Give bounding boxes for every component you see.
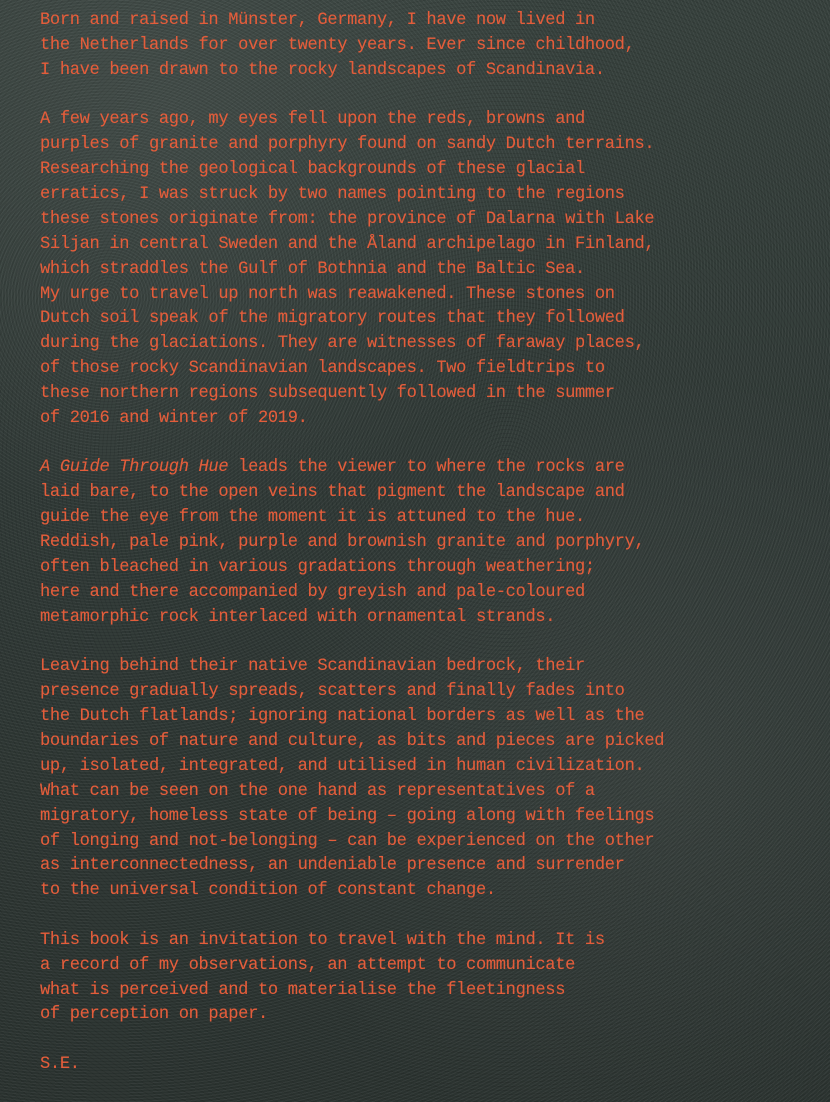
text-line: guide the eye from the moment it is attuned to the hue. (40, 508, 585, 528)
text-line: What can be seen on the one hand as representatives of a (40, 781, 595, 801)
book-title: A Guide Through Hue (40, 458, 229, 478)
text-fragment: leads the viewer to where the rocks are (228, 458, 625, 478)
text-line: the Dutch flatlands; ignoring national borders as well as the (40, 707, 645, 727)
text-line: a record of my observations, an attempt to communicate (40, 955, 576, 975)
paragraph-invitation (40, 929, 820, 1029)
text-line: which straddles the Gulf of Bothnia and the Baltic Sea. (40, 259, 585, 279)
text-line: these stones originate from: the province of Dalarna with Lake (40, 209, 655, 229)
text-line: of longing and not-belonging – can be experienced on the other (40, 831, 655, 851)
paragraph-gap (40, 631, 820, 656)
text-line: A few years ago, my eyes fell upon the reds, browns and (40, 110, 585, 130)
text-line: My urge to travel up north was reawakened. These stones on (40, 284, 615, 304)
text-line: up, isolated, integrated, and utilised in human civilization. (40, 756, 645, 776)
text-line: here and there accompanied by greyish and pale-coloured (40, 582, 585, 602)
text-line: Born and raised in Münster, Germany, I have now lived in (40, 11, 595, 30)
text-line: to the universal condition of constant change. (40, 881, 496, 901)
text-line: Siljan in central Sweden and the Åland archipelago in Finland, (40, 234, 655, 254)
paragraph-gap (40, 1028, 820, 1053)
text-line: of those rocky Scandinavian landscapes. Two fieldtrips to (40, 359, 605, 379)
text-line: This book is an invitation to travel with the mind. It is (40, 930, 605, 950)
paragraph-gap (40, 904, 820, 929)
text-line: erratics, I was struck by two names pointing to the regions (40, 184, 625, 204)
text-line: purples of granite and porphyry found on sandy Dutch terrains. (40, 135, 655, 155)
text-block (40, 9, 820, 1078)
paragraph-intro (40, 9, 820, 84)
text-line: presence gradually spreads, scatters and finally fades into (40, 682, 625, 702)
text-line: Researching the geological backgrounds of these glacial (40, 160, 585, 180)
text-line: metamorphic rock interlaced with ornamental strands. (40, 607, 556, 627)
text-line-with-title (40, 456, 820, 481)
text-line: of 2016 and winter of 2019. (40, 408, 308, 428)
text-line: of perception on paper. (40, 1005, 268, 1025)
text-line: these northern regions subsequently followed in the summer (40, 384, 615, 404)
text-line: the Netherlands for over twenty years. Ever since childhood, (40, 35, 635, 55)
signature (40, 1053, 820, 1078)
paragraph-guide (40, 456, 820, 630)
text-line: migratory, homeless state of being – going along with feelings (40, 806, 655, 826)
signature-initials: S.E. (40, 1054, 80, 1074)
text-line: often bleached in various gradations through weathering; (40, 558, 595, 577)
text-line: Reddish, pale pink, purple and brownish granite and porphyry, (40, 533, 645, 553)
text-line: during the glaciations. They are witnesses of faraway places, (40, 334, 645, 354)
text-line: Leaving behind their native Scandinavian bedrock, their (40, 657, 585, 677)
text-line: I have been drawn to the rocky landscapes of Scandinavia. (40, 60, 605, 80)
text-line: what is perceived and to materialise the fleetingness (40, 980, 566, 1000)
text-line: Dutch soil speak of the migratory routes that they followed (40, 309, 625, 329)
text-line: as interconnectedness, an undeniable presence and surrender (40, 856, 625, 876)
text-line: boundaries of nature and culture, as bits and pieces are picked (40, 731, 665, 751)
paragraph-bedrock (40, 655, 820, 904)
text-line: laid bare, to the open veins that pigment the landscape and (40, 483, 625, 503)
paragraph-erratics (40, 108, 820, 432)
paragraph-gap (40, 432, 820, 457)
paragraph-gap (40, 84, 820, 109)
